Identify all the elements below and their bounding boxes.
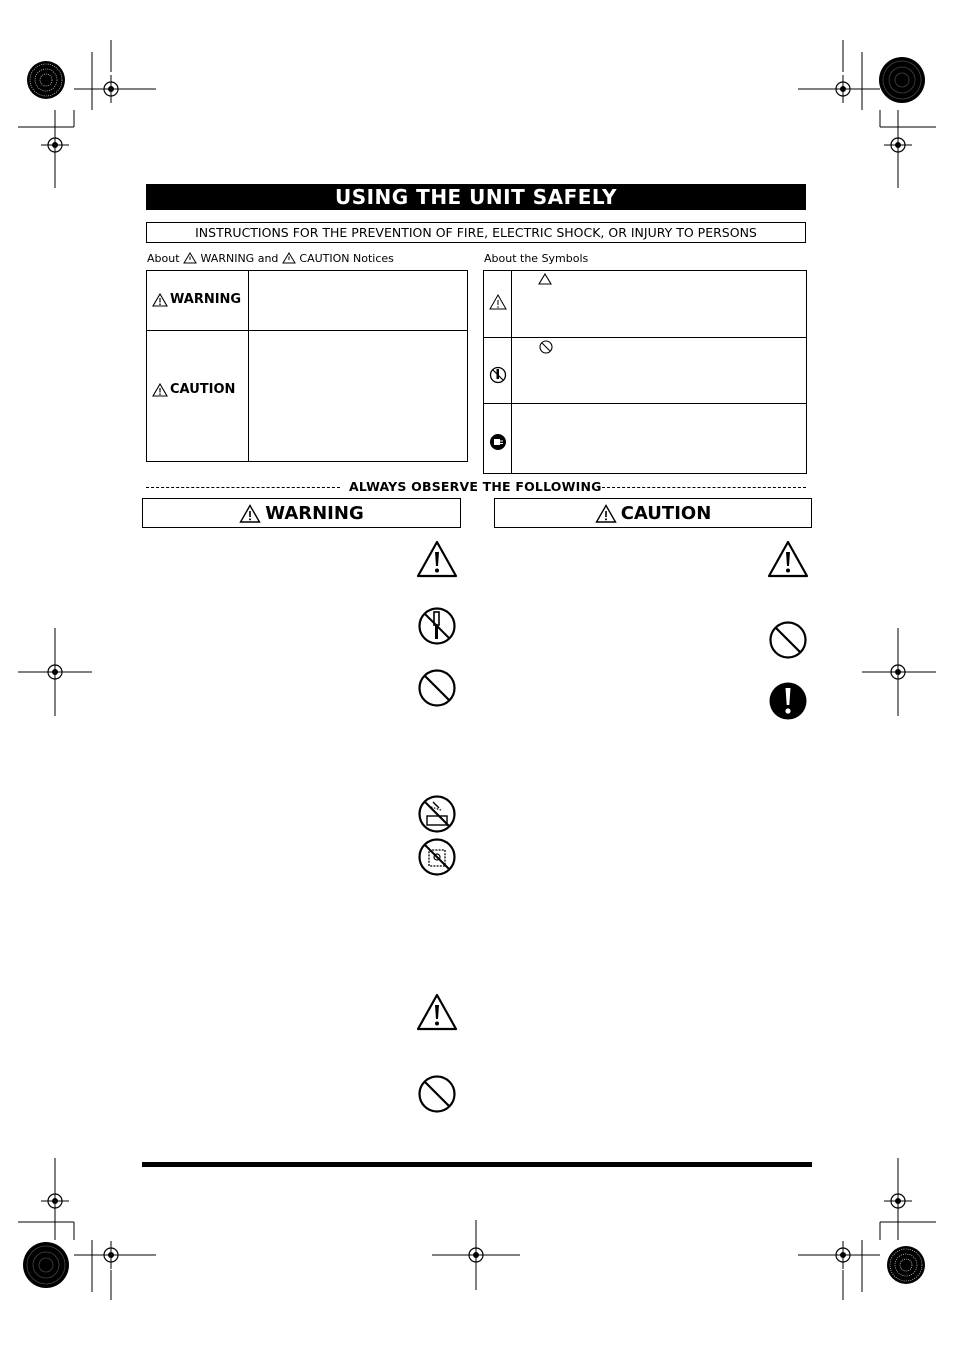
warning-notice-label <box>152 292 241 307</box>
notices-heading-and: and <box>257 252 279 265</box>
notices-heading-tail: Notices <box>353 252 394 265</box>
warning-notice-text: WARNING <box>170 292 242 307</box>
symbol-no-disassemble-icon <box>489 366 507 384</box>
symbol-small-prohibited-icon <box>539 340 553 354</box>
symbols-table-divider-h2 <box>483 403 806 404</box>
no-child-icon <box>417 837 457 877</box>
warning-triangle-icon <box>183 252 197 264</box>
alert-icon <box>416 540 458 578</box>
caution-triangle-icon <box>282 252 296 264</box>
bottom-rule <box>142 1162 812 1167</box>
symbols-heading: About the Symbols <box>484 252 589 265</box>
page-title: USING THE UNIT SAFELY <box>146 184 806 210</box>
no-disassemble-icon <box>417 606 457 646</box>
warning-triangle-icon <box>152 293 168 307</box>
notices-table-divider-h <box>146 330 467 331</box>
caution-notice-label <box>152 382 235 397</box>
mandatory-icon <box>768 681 808 721</box>
caution-column-title: CAUTION <box>620 502 712 524</box>
notices-heading-warning: WARNING <box>200 252 255 265</box>
alert-icon <box>416 993 458 1031</box>
instructions-banner: INSTRUCTIONS FOR THE PREVENTION OF FIRE, ELECTRIC SHOCK, OR INJURY TO PERSONS <box>146 222 806 243</box>
notices-heading <box>147 252 394 265</box>
alert-icon <box>767 540 809 578</box>
notices-table-divider-v <box>248 270 249 461</box>
notices-heading-caution: CAUTION <box>299 252 350 265</box>
prohibited-icon <box>417 668 457 708</box>
symbol-alert-icon <box>489 294 507 310</box>
prohibited-icon <box>768 620 808 660</box>
symbol-unplug-icon <box>489 433 507 451</box>
notices-heading-about: About <box>147 252 180 265</box>
caution-triangle-icon <box>152 383 168 397</box>
warning-column-header <box>142 498 461 528</box>
caution-triangle-icon <box>595 504 617 523</box>
symbols-table-divider-v <box>511 270 512 473</box>
no-water-icon <box>417 794 457 834</box>
observe-rule-right <box>602 487 806 488</box>
warning-column-title: WARNING <box>265 502 364 524</box>
symbols-table-divider-h1 <box>483 337 806 338</box>
observe-rule-left <box>146 487 340 488</box>
prohibited-icon <box>417 1074 457 1114</box>
symbols-table <box>483 270 807 474</box>
symbol-small-triangle-icon <box>538 273 552 285</box>
caution-notice-text: CAUTION <box>170 382 236 397</box>
caution-column-header <box>494 498 812 528</box>
warning-triangle-icon <box>239 504 261 523</box>
observe-heading: ALWAYS OBSERVE THE FOLLOWING <box>349 479 602 494</box>
